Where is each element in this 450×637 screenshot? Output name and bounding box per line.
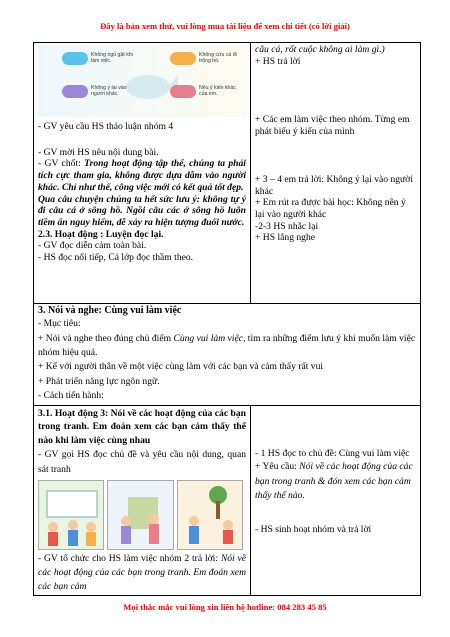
response-text: + Em rút ra được bài học: Không nên ỷ lại vào người khác [255, 197, 406, 220]
hotline-notice: Mọi thắc mắc vui lòng xin liên hệ hotline: 084 283 45 85 [123, 602, 327, 612]
option-item: Không cứu cá đi trộng hồ. [170, 52, 241, 65]
response-text: - 1 HS đọc to chủ đề: Cùng vui làm việc [255, 447, 410, 459]
goal-item: + Phát triển năng lực ngôn ngữ. [38, 375, 160, 387]
response-text: + HS trả lời [255, 55, 301, 67]
instruction-text: - GV mời HS nêu nội dung bài. [38, 146, 159, 158]
table-row [34, 405, 421, 595]
student-activities-cell [251, 405, 421, 595]
activity-title: 3.1. Hoạt động 3: Nói về các hoạt động của các bạn trong tranh. Em đoán xem các bạn cảm thấy thế nào khi làm việc cùng nhau [38, 407, 246, 447]
instruction-text: - GV đọc diễn cảm toàn bài. [38, 240, 147, 252]
option-bubble-icon [62, 85, 88, 98]
children-cleaning-image [177, 480, 243, 550]
method-label: - Cách tiến hành: [38, 390, 104, 402]
response-text: câu cá, rốt cuộc không ai làm gì.) [255, 44, 385, 55]
safety-note: Qua câu chuyện chúng ta hết sức lưu ý: không tự ý đi câu cá ở sông hồ. Ngồi câu các ở sông hồ luôn tiềm ẩn nguy hiểm, dễ xảy ra hiện tượng đuối nước. [38, 193, 246, 228]
goal-item: + Kể với người thân về một việc cùng làm với các bạn và cảm thấy rất vui [38, 361, 324, 373]
conclusion-paragraph: - GV chốt: Trong hoạt động tập thể, chúng ta phải tích cực tham gia, không được dựa dẫm vào người khác. Chỉ như thế, công việc mới có kết quả tốt đẹp. [38, 158, 246, 193]
option-item: Không ngủ gật khi làm việc. [62, 52, 137, 65]
student-activities-cell [251, 43, 421, 304]
children-painting-image [38, 480, 104, 550]
children-decorating-image [107, 480, 173, 550]
response-text: + Các em làm việc theo nhóm. Từng em phát biểu ý kiến của mình [255, 114, 410, 138]
option-bubble-icon [170, 52, 196, 65]
section-title: 3. Nói và nghe: Cùng vui làm việc [38, 305, 182, 316]
response-text: + Yêu cầu: Nói về các hoạt động của các bạn trong tranh & đón xem các bạn cảm thấy thế nào. [255, 461, 413, 502]
response-text: -2-3 HS nhắc lại [255, 220, 319, 232]
classroom-illustration [38, 480, 243, 550]
section-heading: 2.3. Hoạt động : Luyện đọc lại. [38, 228, 164, 240]
teacher-activities-cell [34, 43, 251, 304]
option-bubble-icon [62, 52, 88, 65]
instruction-text: - GV gọi HS đọc chủ đề và yêu cầu nội dung, quan sát tranh [38, 449, 246, 475]
table-row [34, 304, 421, 406]
instruction-text: - GV tổ chức cho HS làm việc nhóm 2 trả lời: Nói về các hoạt động của các bạn trong tranh. Em đoán xem các bạn cảm [38, 553, 247, 592]
instruction-text: - HS đọc nối tiếp, Cả lớp đọc thầm theo. [38, 252, 194, 264]
option-item: Nêu ý kiến khác của em. [170, 85, 241, 98]
response-text: + 3 – 4 em trả lời: Không ỷ lại vào người khác [255, 173, 413, 197]
option-item: Không ỷ lại vào người khác. [62, 85, 137, 98]
teacher-activities-cell [34, 405, 251, 595]
response-text: + HS lắng nghe [255, 232, 316, 244]
section-cell [34, 304, 421, 406]
goal-label: - Mục tiêu: [38, 318, 81, 330]
option-bubble-icon [170, 85, 196, 98]
preview-notice: Đây là bản xem thử, vui lòng mua tài liệu để xem chi tiết (có lời giải) [100, 21, 350, 31]
response-text: - HS sinh hoạt nhóm và trả lời [255, 523, 372, 535]
table-row [34, 43, 421, 304]
discussion-options-illustration [38, 45, 247, 117]
goal-item: + Nói và nghe theo đúng chủ điểm Cùng vui làm việc, tìm ra những điểm lưu ý khi muốn làm việc nhóm hiệu quả. [38, 332, 416, 358]
instruction-text: - GV yêu cầu HS thảo luận nhóm 4 [38, 121, 174, 132]
lesson-table [33, 42, 421, 596]
